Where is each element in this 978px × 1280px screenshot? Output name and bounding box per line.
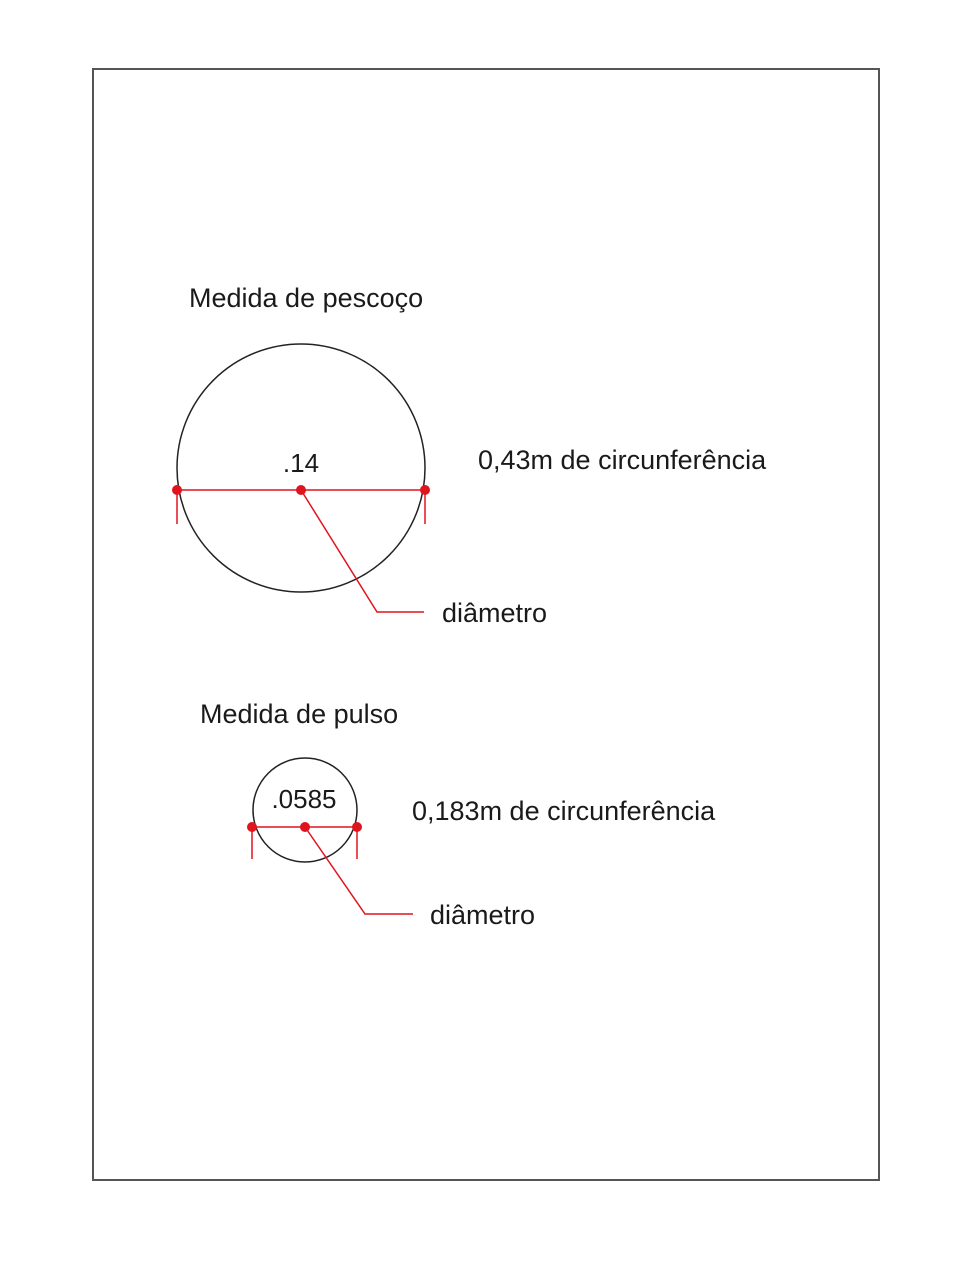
neck-measurement <box>172 283 767 628</box>
neck-leader-line <box>301 490 424 612</box>
wrist-leader-label: diâmetro <box>430 900 536 930</box>
neck-endpoint-left <box>172 485 182 495</box>
wrist-endpoint-left <box>247 822 257 832</box>
wrist-measurement <box>200 699 716 930</box>
wrist-circumference: 0,183m de circunferência <box>412 796 716 826</box>
neck-circumference: 0,43m de circunferência <box>478 445 767 475</box>
wrist-leader-line <box>305 827 413 914</box>
neck-title: Medida de pescoço <box>189 283 424 313</box>
wrist-diameter-value: .0585 <box>271 784 337 814</box>
neck-center-point <box>296 485 306 495</box>
wrist-center-point <box>300 822 310 832</box>
neck-endpoint-right <box>420 485 430 495</box>
neck-diameter-value: .14 <box>282 448 320 478</box>
neck-leader-label: diâmetro <box>442 598 548 628</box>
wrist-title: Medida de pulso <box>200 699 399 729</box>
wrist-endpoint-right <box>352 822 362 832</box>
